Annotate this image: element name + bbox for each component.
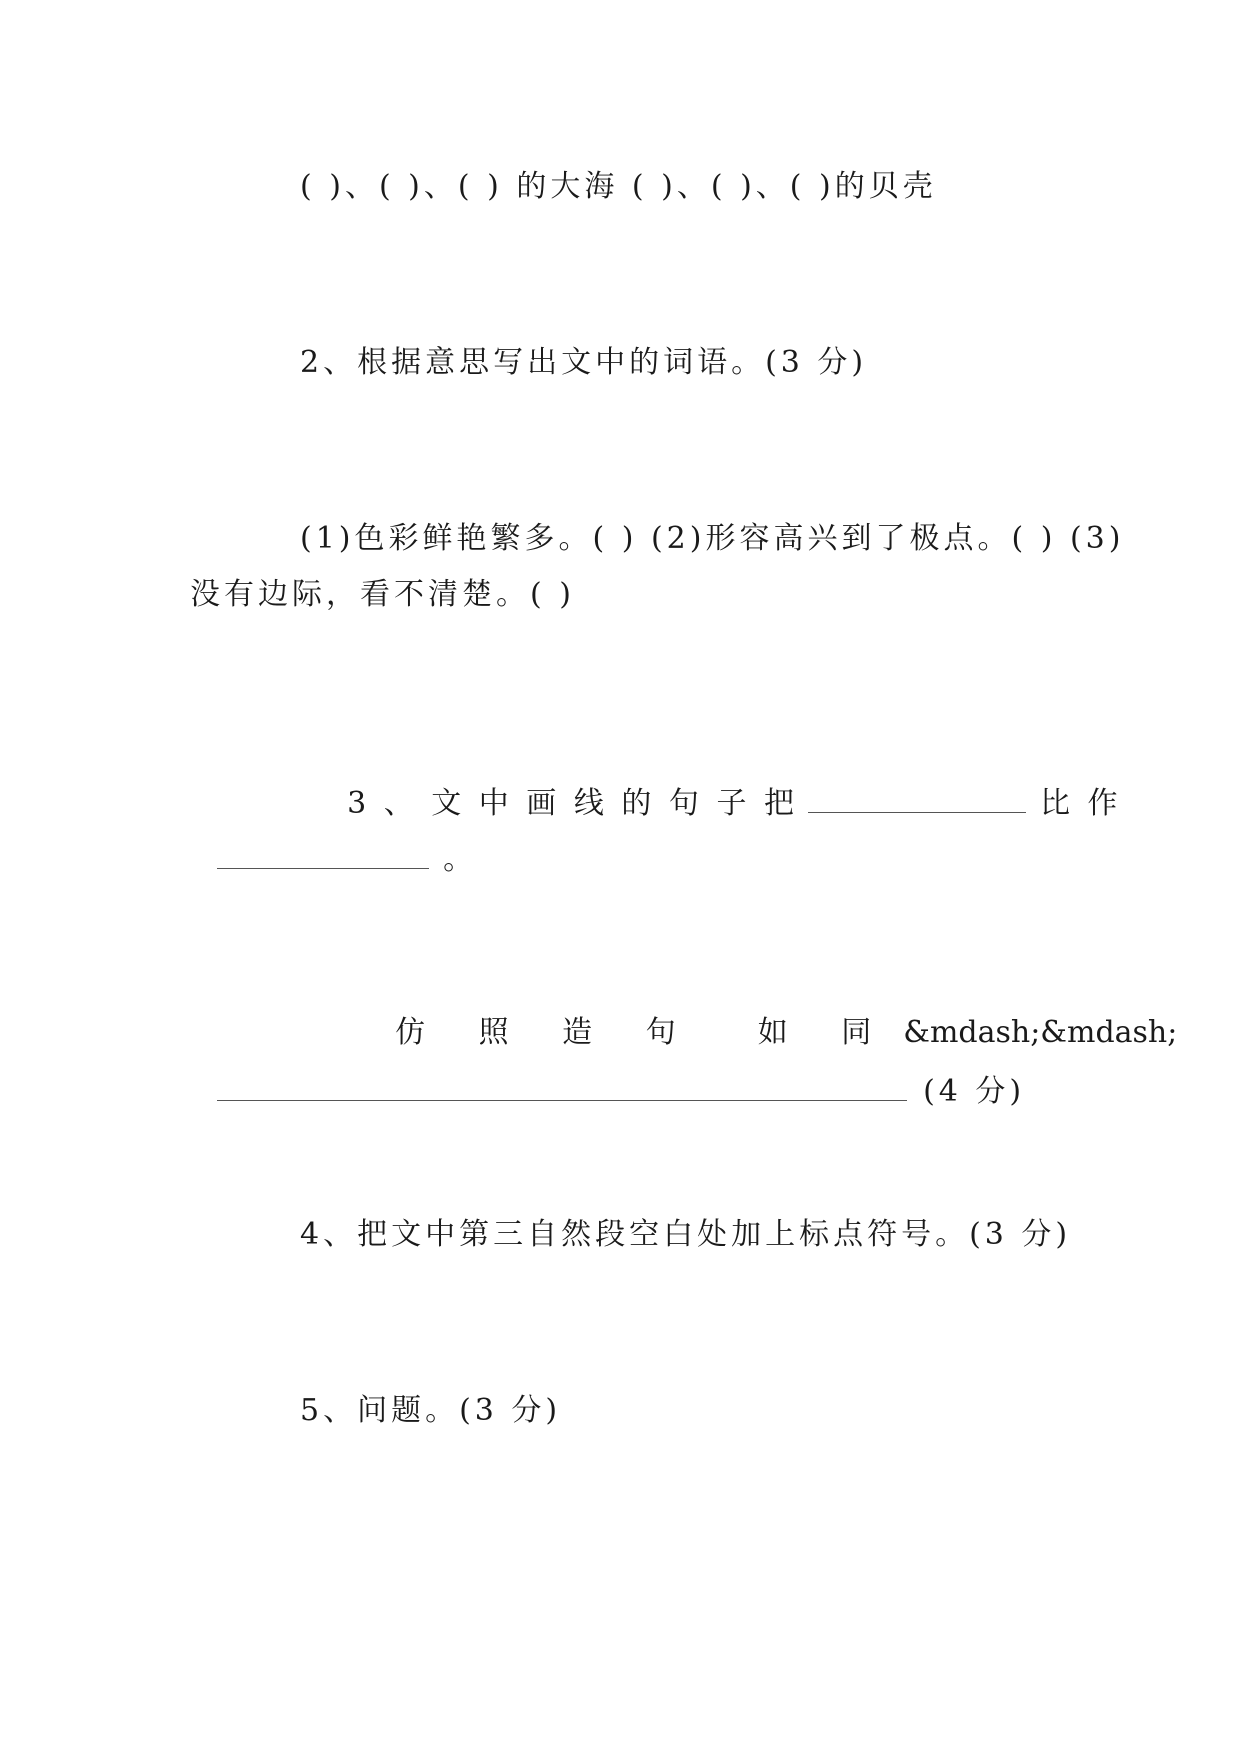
question-5: 5、问题。(3 分) (300, 1393, 562, 1428)
imitate-label: 仿 照 造 句 (395, 1015, 698, 1050)
question-3-line-2 (190, 812, 477, 875)
question-3-end: 。 (443, 842, 478, 877)
question-3-prefix: 3 、 文 中 画 线 的 句 子 把 (347, 786, 798, 821)
imitate-sentence-line-2 (190, 1044, 1025, 1107)
answer-blank-2[interactable] (217, 842, 429, 869)
imitate-dash-text: &mdash;&mdash; (903, 1015, 1178, 1050)
question-2-items-line-2: 没有边际，看不清楚。( ) (190, 577, 575, 612)
imitate-word: 如 同 (757, 1015, 894, 1050)
question-3-line-1 (320, 756, 1122, 819)
imitate-sentence-line-1 (368, 988, 1177, 1048)
blank-line-sea-shells: ( )、( )、( ) 的大海 ( )、( )、( )的贝壳 (300, 169, 937, 204)
question-3-mid: 比 作 (1040, 786, 1122, 821)
question-4: 4、把文中第三自然段空白处加上标点符号。(3 分) (300, 1217, 1072, 1252)
question-2-items-line-1: (1)色彩鲜艳繁多。( ) (2)形容高兴到了极点。( ) (3) (300, 521, 1125, 556)
answer-blank-3[interactable] (217, 1074, 907, 1101)
answer-blank-1[interactable] (808, 786, 1026, 813)
imitate-points: (4 分) (923, 1074, 1026, 1109)
question-2-title: 2、根据意思写出文中的词语。(3 分) (300, 345, 868, 380)
